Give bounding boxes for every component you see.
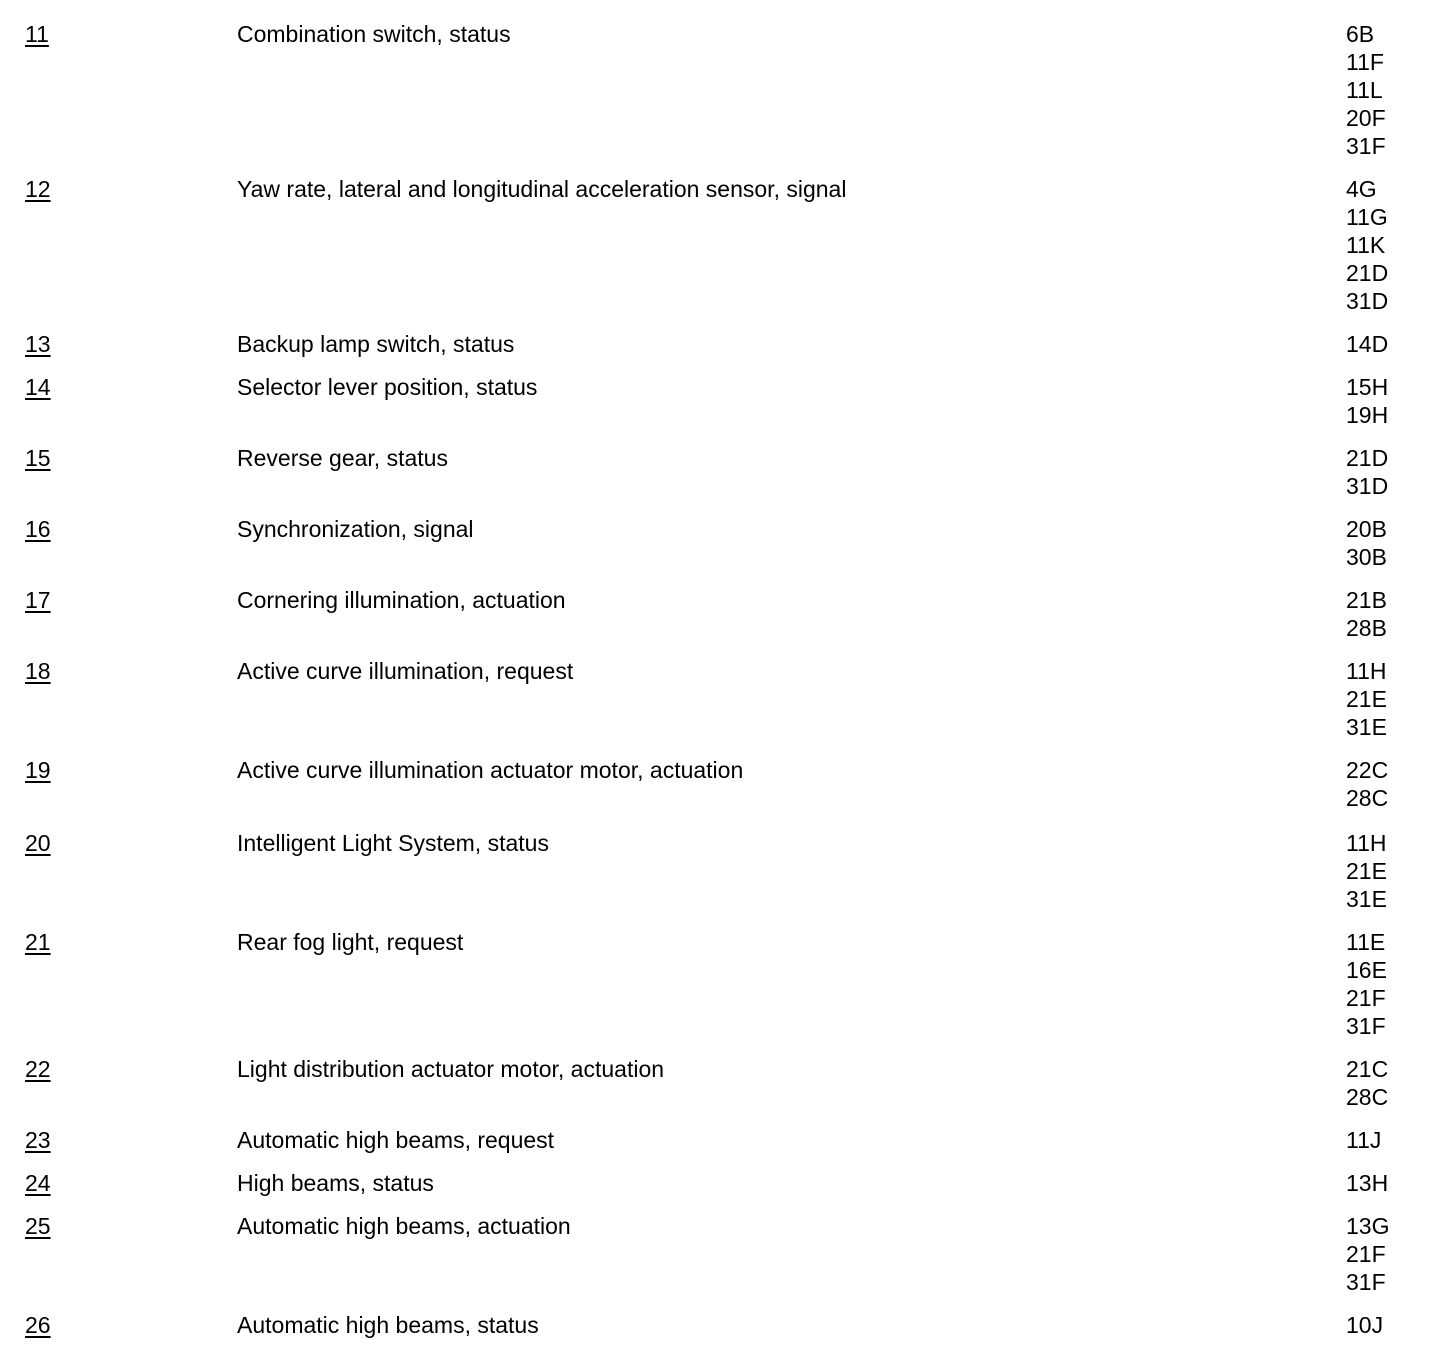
entry-references (1346, 1169, 1440, 1197)
entry-description: Backup lamp switch, status (237, 331, 515, 357)
entry-description: Automatic high beams, actuation (237, 1213, 571, 1239)
entry-references (1346, 928, 1440, 1040)
reference-code: 31E (1346, 714, 1387, 740)
entry-references (1346, 330, 1440, 358)
entry-number-link[interactable]: 26 (25, 1312, 51, 1338)
reference-code: 11H (1346, 658, 1387, 684)
list-item (0, 1126, 1440, 1154)
entry-references (1346, 1055, 1440, 1111)
list-item (0, 829, 1440, 913)
entry-number-link[interactable]: 21 (25, 929, 51, 955)
entry-references (1346, 1126, 1440, 1154)
reference-code: 31F (1346, 1013, 1386, 1039)
entry-number-link[interactable]: 18 (25, 658, 51, 684)
reference-code: 11F (1346, 49, 1384, 75)
entry-description: Rear fog light, request (237, 929, 464, 955)
reference-code: 15H (1346, 374, 1389, 400)
reference-code: 13H (1346, 1170, 1389, 1196)
entry-references (1346, 515, 1440, 571)
entry-description: Automatic high beams, status (237, 1312, 539, 1338)
list-item (0, 1311, 1440, 1339)
entry-references (1346, 586, 1440, 642)
reference-code: 28C (1346, 785, 1389, 811)
reference-code: 20F (1346, 105, 1386, 131)
list-item (0, 515, 1440, 571)
reference-code: 10J (1346, 1312, 1384, 1338)
list-item (0, 928, 1440, 1040)
reference-code: 21D (1346, 260, 1389, 286)
entry-description: Synchronization, signal (237, 516, 474, 542)
entry-number-link[interactable]: 11 (25, 21, 49, 47)
entry-description: Cornering illumination, actuation (237, 587, 566, 613)
reference-code: 20B (1346, 516, 1387, 542)
entry-number-link[interactable]: 25 (25, 1213, 51, 1239)
entry-description: High beams, status (237, 1170, 434, 1196)
entry-references (1346, 1212, 1440, 1296)
entry-references (1346, 829, 1440, 913)
entry-references (1346, 756, 1440, 812)
entry-number-link[interactable]: 24 (25, 1170, 51, 1196)
reference-code: 14D (1346, 331, 1389, 357)
list-item (0, 20, 1440, 160)
entry-number-link[interactable]: 14 (25, 374, 51, 400)
entry-number-link[interactable]: 12 (25, 176, 51, 202)
entry-number-link[interactable]: 19 (25, 757, 51, 783)
entry-description: Light distribution actuator motor, actuation (237, 1056, 665, 1082)
reference-code: 21E (1346, 858, 1387, 884)
entry-references (1346, 657, 1440, 741)
list-item (0, 444, 1440, 500)
entry-number-link[interactable]: 17 (25, 587, 51, 613)
reference-code: 11H (1346, 830, 1387, 856)
reference-code: 30B (1346, 544, 1387, 570)
entry-description: Selector lever position, status (237, 374, 538, 400)
entry-description: Yaw rate, lateral and longitudinal acceleration sensor, signal (237, 176, 847, 202)
reference-code: 22C (1346, 757, 1389, 783)
entry-description: Active curve illumination actuator motor, actuation (237, 757, 744, 783)
list-item (0, 1212, 1440, 1296)
entry-number-link[interactable]: 16 (25, 516, 51, 542)
entry-references (1346, 444, 1440, 500)
reference-code: 28C (1346, 1084, 1389, 1110)
reference-code: 21F (1346, 1241, 1386, 1267)
entry-references (1346, 1311, 1440, 1339)
reference-code: 11K (1346, 232, 1386, 258)
list-item (0, 1169, 1440, 1197)
entry-number-link[interactable]: 13 (25, 331, 51, 357)
reference-code: 11G (1346, 204, 1388, 230)
list-item (0, 586, 1440, 642)
entry-number-link[interactable]: 20 (25, 830, 51, 856)
entry-description: Combination switch, status (237, 21, 511, 47)
list-item (0, 657, 1440, 741)
reference-code: 21B (1346, 587, 1387, 613)
reference-code: 28B (1346, 615, 1387, 641)
reference-code: 31E (1346, 886, 1387, 912)
entry-description: Automatic high beams, request (237, 1127, 555, 1153)
reference-code: 21E (1346, 686, 1387, 712)
reference-code: 11J (1346, 1127, 1382, 1153)
entry-description: Intelligent Light System, status (237, 830, 549, 856)
reference-code: 31F (1346, 133, 1386, 159)
reference-code: 11E (1346, 929, 1386, 955)
list-item (0, 373, 1440, 429)
entry-number-link[interactable]: 22 (25, 1056, 51, 1082)
signal-reference-list (0, 20, 1440, 1354)
list-item (0, 330, 1440, 358)
entry-references (1346, 20, 1440, 160)
entry-references (1346, 175, 1440, 315)
list-item (0, 175, 1440, 315)
entry-references (1346, 373, 1440, 429)
reference-code: 21D (1346, 445, 1389, 471)
entry-description: Reverse gear, status (237, 445, 448, 471)
reference-code: 21F (1346, 985, 1386, 1011)
reference-code: 19H (1346, 402, 1389, 428)
reference-code: 31D (1346, 473, 1389, 499)
reference-code: 11L (1346, 77, 1383, 103)
reference-code: 6B (1346, 21, 1375, 47)
entry-description: Active curve illumination, request (237, 658, 574, 684)
list-item (0, 756, 1440, 812)
reference-code: 4G (1346, 176, 1377, 202)
list-item (0, 1055, 1440, 1111)
entry-number-link[interactable]: 15 (25, 445, 51, 471)
reference-code: 21C (1346, 1056, 1389, 1082)
reference-code: 31D (1346, 288, 1389, 314)
reference-code: 13G (1346, 1213, 1390, 1239)
entry-number-link[interactable]: 23 (25, 1127, 51, 1153)
reference-code: 31F (1346, 1269, 1386, 1295)
reference-code: 16E (1346, 957, 1387, 983)
